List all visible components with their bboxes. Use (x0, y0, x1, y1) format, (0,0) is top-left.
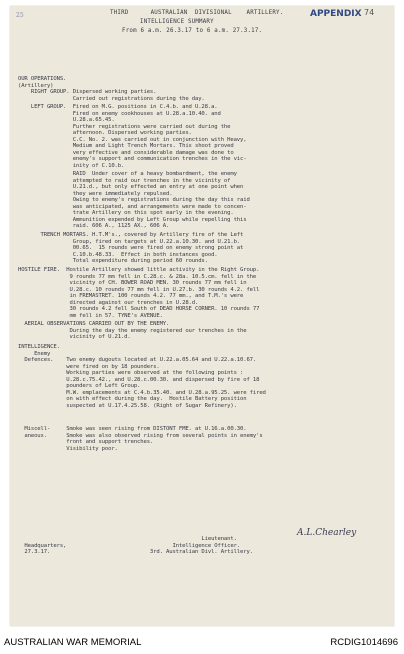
report-line: vicinity of U.21.d. (18, 334, 131, 340)
report-line: Total expenditure during period 60 rounds. (18, 258, 208, 264)
report-line: U.21.d., but only effected an entry at one point when (18, 184, 244, 190)
report-section (18, 171, 250, 230)
report-line: mm fell in 57. TYNE's AVENUE. (18, 312, 163, 319)
report-line: OUR OPERATIONS. (18, 76, 67, 82)
appendix-stamp: APPENDIX (310, 9, 362, 19)
report-line: HOSTILE FIRE. Hostile Artillery showed little activity in the Right Group. (18, 267, 260, 273)
report-line: 00.65. 15 rounds were fired on enemy strong point at (18, 245, 244, 251)
report-section (18, 232, 243, 265)
report-line: During the day the enemy registered our trenches in the (18, 327, 247, 334)
report-line: C.C. No. 2. was carried out in conjunction with Heavy, (18, 136, 247, 143)
report-line: Lieutenant. (18, 536, 237, 542)
report-line: very effective and considerable damage was done to (18, 149, 234, 156)
report-section (18, 426, 263, 452)
report-line: C.10.b.48.33. Effect in both instances good. (18, 251, 218, 258)
report-line: in FREMASTRET. 100 rounds 4.2. 77 mm., and T.M.'s were (18, 293, 244, 299)
handwritten-signature: A.L.Chearley (297, 528, 357, 538)
report-line: pounders of Left Group. (18, 383, 141, 389)
header-period: From 6 a.m. 26.3.17 to 6 a.m. 27.3.17. (122, 28, 263, 34)
report-line: U.28.c. 10 rounds 77 mm fell in U.27.b. 30 rounds 4.2. fell (18, 286, 260, 293)
header-title: INTELLIGENCE SUMMARY (140, 19, 214, 25)
report-line: (Artillery) (18, 82, 54, 89)
report-line: Further registrations were carried out during the (18, 123, 231, 130)
report-line: Miscell- Smoke was seen rising from DISTONT FME. at U.16.a.00.30. (18, 426, 247, 432)
report-line: raid. 606 A., 1125 AX., 606 A. (18, 223, 170, 229)
report-line: front and support trenches. (18, 439, 154, 445)
report-line: LEFT GROUP. Fired on M.G. positions in C.4.b. and U.28.a. (18, 104, 218, 110)
document-page (10, 6, 394, 626)
margin-number: 25 (16, 12, 24, 19)
report-line: trate Artillery on this spot early in the evening. (18, 210, 234, 216)
footer-source: AUSTRALIAN WAR MEMORIAL (4, 637, 142, 648)
report-line: RAID Under cover of a heavy bombardment, the enemy (18, 171, 237, 177)
report-line: enemy's support and communication trenches in the vic- (18, 156, 247, 162)
report-line: vicinity of CH. BOWER ROAD MEN. 30 rounds 77 mm fell in (18, 280, 247, 286)
report-line: they were immediately repulsed. (18, 190, 173, 197)
report-line: Group, fired on targets at U.22.a.10.30. and U.21.b. (18, 238, 241, 245)
report-section (18, 344, 266, 409)
report-section (18, 267, 259, 319)
report-line: Medium and Light Trench Mortars. This shoot proved (18, 143, 234, 149)
report-line: 27.3.17. 3rd. Australian Divl. Artillery. (18, 549, 253, 555)
report-line: AERIAL OBSERVATIONS CARRIED OUT BY THE ENEMY. (18, 321, 170, 327)
page-number: 74 (364, 8, 375, 17)
report-line: Carried out registrations during the day. (18, 95, 205, 102)
report-line: Defences. Two enemy dugouts located at U.22.a.05.64 and U.22.a.10.67. (18, 357, 257, 363)
header-unit: THIRD AUSTRALIAN DIVISIONAL ARTILLERY. (110, 10, 284, 16)
report-line: Fired on enemy cookhouses at U.28.a.10.40. and (18, 110, 221, 117)
report-line: Enemy (18, 350, 51, 357)
report-section (18, 104, 246, 169)
report-line: RIGHT GROUP. Dispersed working parties. (18, 89, 157, 95)
report-line: M.W. emplacements at C.4.b.35.40. and U.28.a.95.25. were fired (18, 389, 266, 396)
report-line: directed against our trenches in U.28.d. (18, 299, 199, 306)
report-line: on with effect during the day. Hostile Battery position (18, 396, 247, 402)
report-section (18, 76, 205, 102)
report-line: were fired on by 18 pounders. (18, 363, 160, 370)
report-line: attempted to raid our trenches in the vicinity of (18, 177, 231, 184)
report-section (18, 536, 253, 556)
report-line: aneous. Smoke was also observed rising from several points in enemy's (18, 432, 263, 439)
report-line: suspected at U.17.4.25.58. (Right of Sugar Refinery). (18, 402, 237, 409)
report-line: 30 rounds 4.2 fell South of DEAD HORSE CORNER. 10 rounds 77 (18, 306, 260, 312)
report-line: Ammunition expended by Left Group while repelling this (18, 216, 247, 223)
report-line: INTELLIGENCE. (18, 344, 60, 350)
report-line: inity of C.10.b. (18, 162, 125, 169)
report-line: Working parties were observed at the following points : (18, 370, 244, 376)
archive-footer (0, 632, 404, 654)
report-line: Visibility poor. (18, 445, 118, 452)
report-line: U.28.a.65.45. (18, 117, 115, 123)
footer-reference: RCDIG1014696 (330, 637, 398, 648)
report-line: was anticipated, and arrangements were made to concen- (18, 203, 247, 210)
report-line: 9 rounds 77 mm fell in C.28.c. & 28a. 10.5.cm. fell in the (18, 273, 257, 280)
report-line: U.28.c.75.42., and U.28.c.00.30. and dispersed by fire of 18 (18, 376, 260, 383)
report-line: TRENCH MORTARS. H.T.M's., covered by Artillery fire of the Left (18, 232, 244, 238)
report-line: Headquarters, Intelligence Officer. (18, 542, 241, 549)
report-line: Owing to enemy's registrations during the day this raid (18, 197, 250, 203)
report-line: afternoon. Dispersed working parties. (18, 130, 192, 136)
report-section (18, 321, 246, 341)
